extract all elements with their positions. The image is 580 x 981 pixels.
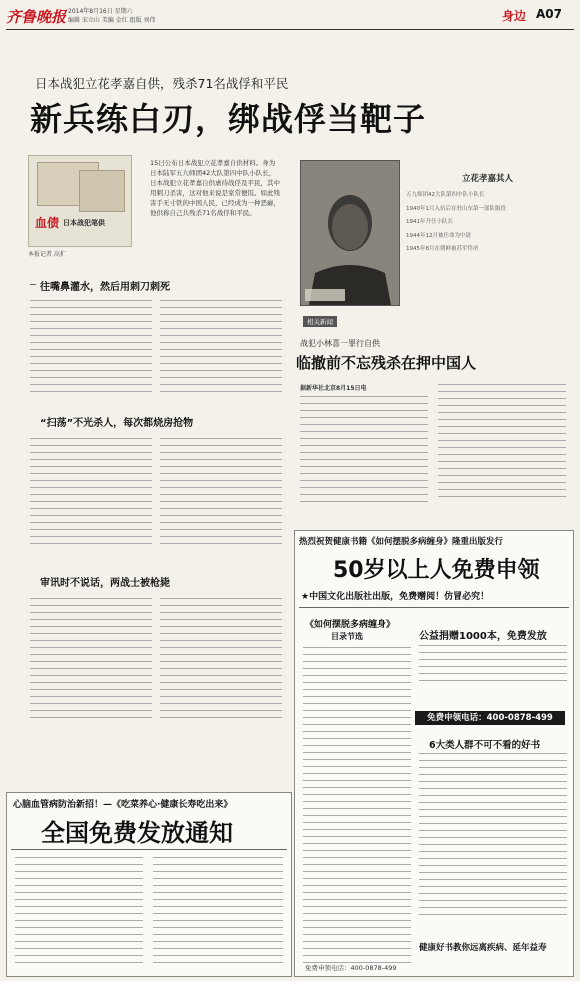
subhead-2: “扫荡”不光杀人，每次都烧房抢物 (40, 418, 194, 429)
document-photo (28, 155, 132, 247)
book-ad-toc-title: 《如何摆脱多病缠身》 (305, 620, 396, 630)
related-dateline: 据新华社北京8月15日电 (300, 385, 367, 392)
book-ad-bottom-title: 健康好书教你远离疾病、延年益寿 (419, 943, 547, 953)
lead-badge-sub: 日本战犯笔供 (63, 219, 105, 227)
subhead-1: 往嘴鼻灌水，然后用刺刀刺死 (40, 282, 170, 293)
portrait-caption-line-2: 1940年1月入伍后在驻山东第一部队服役 (406, 205, 506, 212)
portrait-photo (300, 160, 400, 306)
portrait-figure (301, 161, 399, 305)
subhead-rule-1 (30, 284, 36, 285)
related-kicker: 战犯小林喜一罪行自供 (300, 339, 380, 348)
portrait-caption-line-4: 1944年12月被任命为中尉 (406, 232, 471, 239)
related-label: 相关新闻 (303, 316, 337, 327)
book-ad-bottom-hotline[interactable]: 免费申领电话：400-0878-499 (305, 964, 397, 972)
related-col-1 (300, 396, 428, 514)
portrait-caption-line-3: 1941年升任小队长 (406, 219, 453, 225)
editors-line: 编辑 宋立山 美编 金红 组版 刘伟 (68, 17, 156, 24)
book-ad-list-lines (419, 753, 567, 933)
related-col-2 (438, 384, 566, 514)
book-ad-top: 热烈祝贺健康书籍《如何摆脱多病缠身》隆重出版发行 (299, 537, 504, 547)
body-col-1b (30, 438, 152, 556)
book-ad-sub: ★中国文化出版社出版，免费赠阅！仿冒必究！ (301, 592, 490, 602)
portrait-caption-title: 立花孝嘉其人 (462, 174, 514, 184)
body-col-1a (30, 300, 152, 400)
newspaper-logo: 齐鲁晚报 (6, 8, 67, 26)
vegetable-ad-col-2 (153, 857, 283, 969)
masthead (6, 6, 574, 28)
book-ad-welfare-lines (419, 645, 567, 691)
byline: 本报记者 高扩 (28, 251, 66, 258)
book-ad-list-title: 6大类人群不可不看的好书 (429, 740, 541, 751)
portrait-caption-line-5: 1945年8月在朝鲜被苏军俘虏 (406, 246, 479, 252)
related-title: 临撤前不忘残杀在押中国人 (296, 354, 477, 372)
page-number: A07 (536, 7, 562, 21)
body-col-2c (160, 598, 282, 726)
vegetable-ad-col-1 (15, 857, 143, 969)
vegetable-ad (6, 792, 292, 977)
subhead-3: 审讯时不说话，两战士被枪毙 (40, 578, 170, 589)
article-headline: 新兵练白刃，绑战俘当靶子 (30, 100, 427, 138)
masthead-rule (6, 29, 574, 30)
lead-badge: 血债 (35, 216, 60, 230)
body-col-2a (160, 300, 282, 400)
lead-paragraph: 15日公布日本战犯立花孝嘉自供材料。身为日本陆军五九师团42大队第四中队小队长，日本战犯立花孝嘉自供虐待战俘及平民，其中用刺刀杀害，这对他来说是家常便饭。如此残害手无寸铁的中国人民，已经成为一种恶癖，他供称自己共残杀71名战俘和平民。 (150, 159, 280, 217)
book-ad (294, 530, 574, 977)
article-kicker: 日本战犯立花孝嘉自供，残杀71名战俘和平民 (35, 76, 289, 91)
book-ad-toc-sub: 目录节选 (331, 632, 363, 641)
book-ad-toc-lines (303, 647, 411, 967)
book-ad-welfare-title: 公益捐赠1000本，免费发放 (419, 631, 547, 642)
body-col-1c (30, 598, 152, 726)
vegetable-ad-top: 心脑血管病防治新招！—《吃菜养心·健康长寿吃出来》 (13, 800, 233, 810)
date-line: 2014年8月16日 星期六 (68, 8, 133, 15)
portrait-caption (406, 160, 566, 304)
vegetable-ad-headline: 全国免费发放通知 (41, 819, 233, 847)
book-ad-hotline[interactable]: 免费申领电话：400-0878-499 (415, 711, 565, 725)
portrait-caption-line-1: 五九师团42大队第四中队小队长 (406, 192, 485, 198)
book-ad-headline: 50岁以上人免费申领 (333, 558, 540, 583)
section-label: 身边 (502, 9, 527, 23)
body-col-2b (160, 438, 282, 556)
